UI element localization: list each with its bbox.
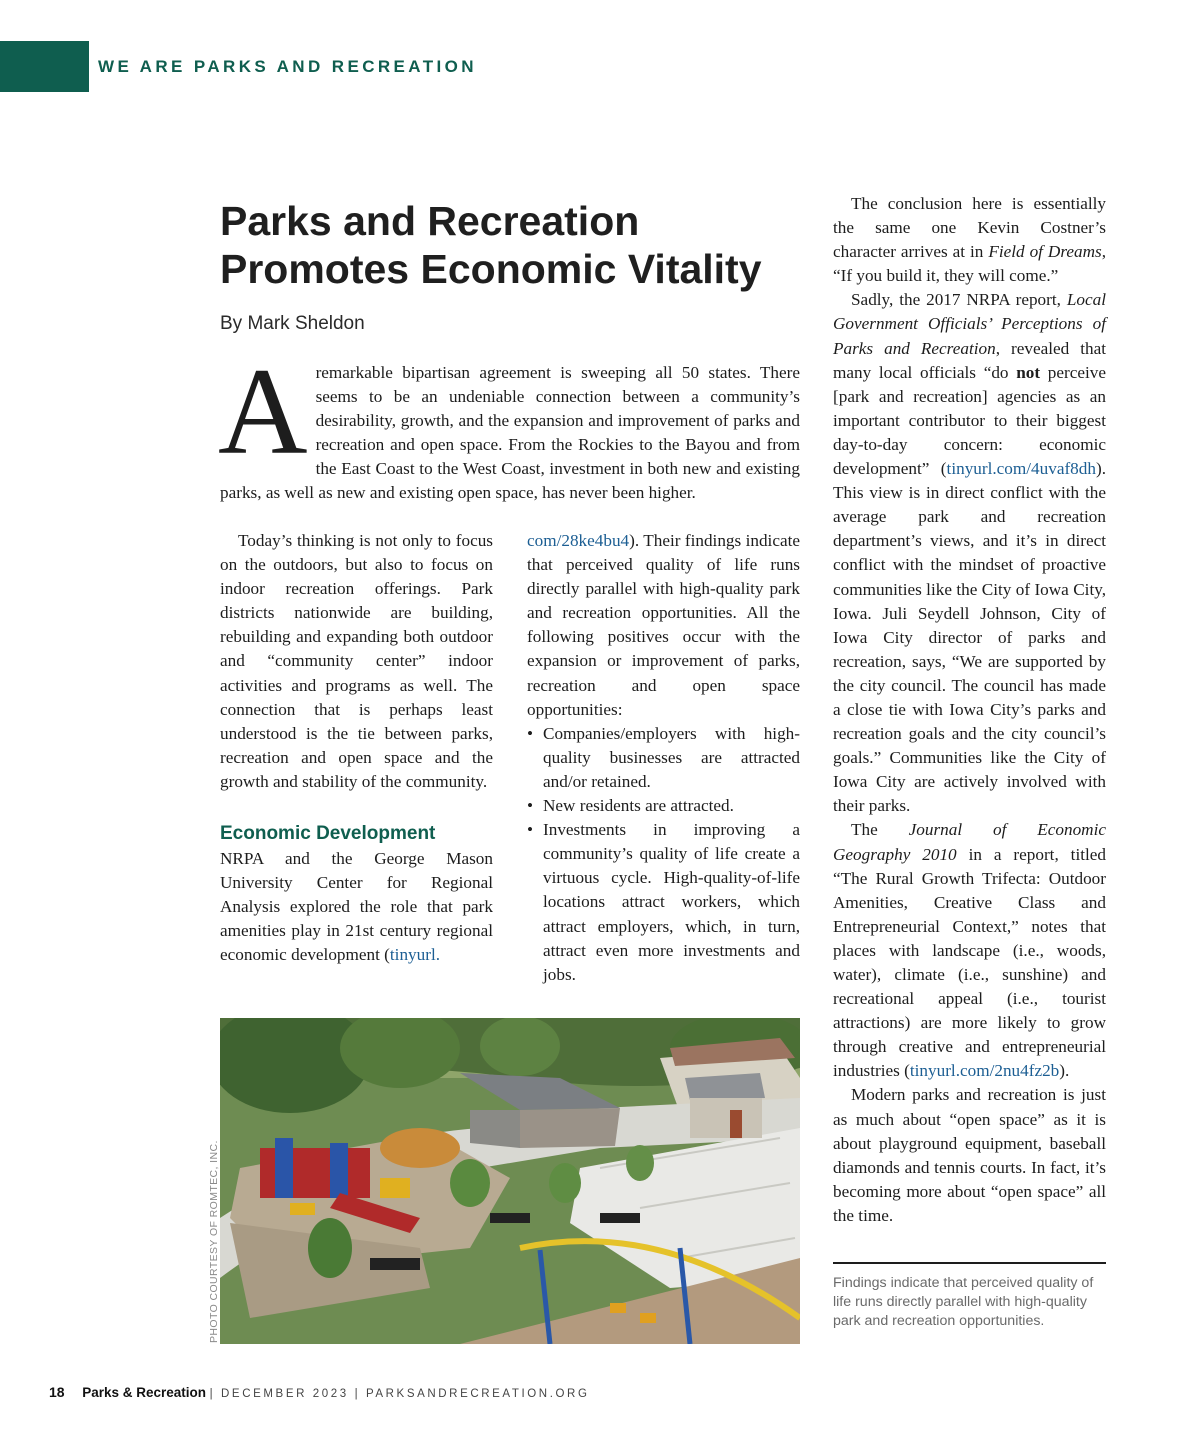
caption-rule	[833, 1262, 1106, 1264]
body-paragraph: Modern parks and recreation is just as much about “open space” as it is about playground equipment, baseball diamonds and tennis courts. In fact, it’s becoming more about “open space” all the time.	[833, 1085, 1106, 1225]
park-aerial-illustration	[220, 1018, 800, 1344]
list-item-text: Companies/employers with high-quality businesses are attracted and/or retained.	[543, 723, 800, 791]
italic-title: Local Government Officials’ Perceptions of Parks and Recreation	[833, 290, 1106, 358]
body-text: ). This view is in direct conflict with the average park and recreation department’s views, and it’s in direct conflict with the mindset of proactive communities like the City of Iowa City, Iowa. Juli Seydell Johnson, City of Iowa City director of parks and recreation, says, “We are supported by the city council. The council has made a close tie with Iowa City’s parks and recreation goals and the city council’s goals.” Communities like the City of Iowa City are actively involved with their parks.	[833, 459, 1106, 816]
body-paragraph	[833, 818, 1106, 1083]
article-title-line-1: Parks and Recreation	[220, 198, 640, 244]
section-heading: Economic Development	[220, 823, 436, 845]
column-3	[833, 192, 1106, 1228]
italic-title: Journal of Economic Geography 2010	[833, 820, 1106, 864]
drop-cap: A	[218, 343, 308, 480]
list-item	[527, 818, 800, 987]
link-tinyurl-2nu4fz2b[interactable]: tinyurl.com/2nu4fz2b	[909, 1061, 1060, 1081]
body-text: The conclusion here is essentially the same one Kevin Costner’s character arrives at in	[833, 194, 1106, 262]
intro-paragraph	[218, 343, 800, 506]
body-text: NRPA and the George Mason University Center for Regional Analysis explored the role that park amenities play in 21st century regional economic development (	[220, 849, 493, 965]
body-text: in a report, titled “The Rural Growth Trifecta: Outdoor Amenities, Creative Class and Entrepreneurial Context,” notes that places with landscape (i.e., woods, water), climate (i.e., sunshine) and recreational appeal (i.e., tourist attractions) are more likely to grow through creative and entrepreneurial industries (	[833, 844, 1106, 1081]
photo-credit: PHOTO COURTESY OF ROMTEC, INC.	[208, 1140, 220, 1343]
column-2	[527, 529, 800, 987]
article-title-line-2: Promotes Economic Vitality	[220, 246, 762, 292]
issue-info: | DECEMBER 2023 | PARKSANDRECREATION.ORG	[209, 1388, 590, 1400]
link-tinyurl-28ke4bu4-part2[interactable]: com/28ke4bu4	[527, 531, 630, 550]
body-text: Sadly, the 2017 NRPA report,	[851, 290, 1067, 310]
body-paragraph	[833, 192, 1106, 288]
bullet-icon: •	[527, 723, 534, 743]
magazine-name: Parks & Recreation	[82, 1385, 207, 1400]
link-tinyurl-28ke4bu4-part1[interactable]: tinyurl.	[389, 945, 441, 965]
body-text: perceive [park and recreation] agencies as an important contributor to their biggest day-to-day concern: economic development” (	[833, 362, 1107, 479]
article-title	[220, 197, 800, 293]
list-item-text: New residents are attracted.	[543, 796, 734, 816]
list-item	[527, 794, 800, 818]
list-item-text: Investments in improving a community’s quality of life create a virtuous cycle. High-quality-of-life locations attract workers, which attract employers, which, in turn, attract even more investments and jobs.	[543, 820, 800, 984]
section-tab-block	[0, 41, 89, 92]
page-footer	[49, 1384, 590, 1400]
body-text: , revealed that many local officials “do	[833, 338, 1106, 382]
body-paragraph	[527, 529, 800, 722]
bold-emphasis: not	[1016, 362, 1041, 382]
body-text: The	[851, 820, 909, 840]
body-paragraph	[220, 847, 493, 967]
pull-quote-caption: Findings indicate that perceived quality of life runs directly parallel with high-quality park and recreation opportunities.	[833, 1275, 1094, 1329]
byline: By Mark Sheldon	[220, 313, 365, 334]
body-paragraph	[833, 288, 1106, 818]
bullet-icon: •	[527, 820, 534, 840]
intro-text: remarkable bipartisan agreement is sweeping all 50 states. There seems to be an undeniable connection between a community’s desirability, growth, and the expansion and improvement of parks and recreation and open space. From the Rockies to the Bayou and from the East Coast to the West Coast, investment in both new and existing parks, as well as new and existing open space, has never been higher.	[220, 363, 800, 503]
bullet-icon: •	[527, 796, 534, 816]
body-text: ). Their findings indicate that perceived quality of life runs directly parallel with high-quality park and recreation opportunities. All the following positives occur with the expansion or improvement of parks, recreation and open space opportunities:	[527, 531, 800, 719]
italic-title: Field of Dreams	[988, 242, 1102, 262]
bullet-list	[527, 722, 800, 987]
column-1	[220, 529, 493, 968]
body-paragraph: Today’s thinking is not only to focus on the outdoors, but also to focus on indoor recreation offerings. Park districts nationwide are building, rebuilding and expanding both outdoor and “community center” indoor activities and programs as well. The connection that is perhaps least understood is the tie between parks, recreation and open space and the growth and stability of the community.	[220, 531, 493, 791]
page-number: 18	[49, 1384, 65, 1400]
park-aerial-photo	[220, 1018, 800, 1344]
body-text: , “If you build it, they will come.”	[833, 242, 1106, 286]
body-text: ).	[1059, 1061, 1070, 1081]
list-item	[527, 722, 800, 794]
link-tinyurl-4uvaf8dh[interactable]: tinyurl.com/4uvaf8dh	[946, 459, 1096, 479]
section-label: WE ARE PARKS AND RECREATION	[98, 57, 477, 76]
